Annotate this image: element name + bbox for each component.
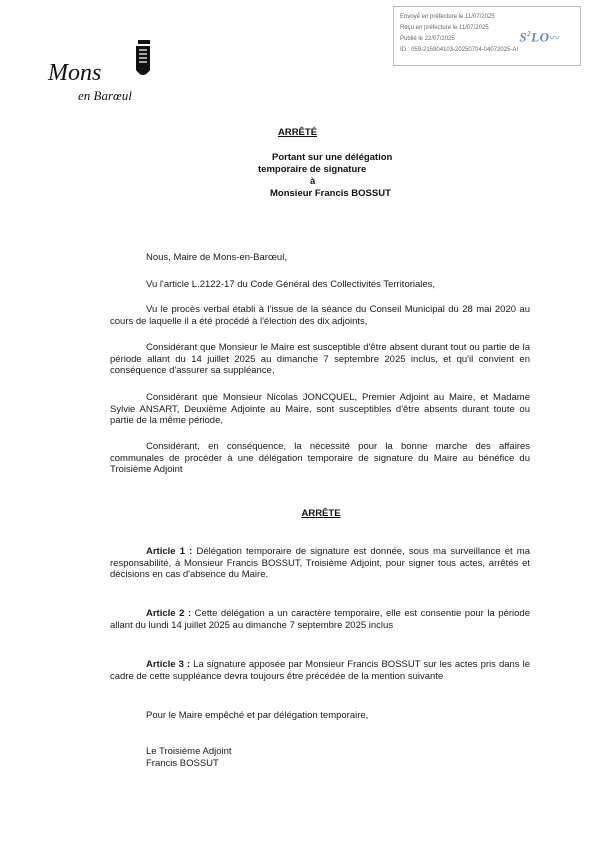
article-3-text: La signature apposée par Monsieur Francis BOSSUT sur les actes pris dans le cadre de cette suppléance devra toujours être précédée de la mention suivante: [110, 659, 530, 682]
intro-paragraph: Nous, Maire de Mons-en-Barœul,: [146, 252, 287, 263]
logo-sub: en Barœul: [78, 88, 132, 103]
vu-paragraph-1: Vu l'article L.2122-17 du Code Général des Collectivités Territoriales,: [146, 279, 436, 290]
prefecture-stamp: [393, 6, 581, 66]
decision-heading: ARRÊTE: [301, 508, 341, 519]
stamp-sent: Envoyé en préfecture le 11/07/2025: [400, 14, 495, 20]
subtitle-line2: temporaire de signature: [258, 164, 367, 175]
considering-paragraph-3: Considérant, en conséquence, la nécessité pour la bonne marche des affaires communales de procéder à une délégation temporaire de signature du Maire au bénéfice du Troisième Adjoint: [110, 441, 530, 475]
considering-paragraph-1: Considérant que Monsieur le Maire est susceptible d'être absent durant tout ou partie de la période allant du 14 juillet 2025 au dimanche 7 septembre 2025 inclus, et qu'il convient en conséquence d'assurer sa suppléance,: [110, 342, 530, 376]
article-2: [110, 608, 530, 631]
article-3-label: Article 3 :: [146, 659, 191, 670]
signatory-title: Le Troisième Adjoint: [146, 746, 232, 757]
considering-paragraph-2: Considérant que Monsieur Nicolas JONCQUEL, Premier Adjoint au Maire, et Madame Sylvie ANSART, Deuxième Adjointe au Maire, sont susceptibles d'être absents durant toute ou partie de la même période,: [110, 392, 530, 426]
logo-name: Mons: [48, 60, 102, 86]
article-1-label: Article 1 :: [146, 546, 193, 557]
s2lo-logo: $S^2LO$〰: [519, 29, 560, 45]
subtitle-line1: Portant sur une délégation: [272, 152, 393, 163]
article-2-text: Cette délégation a un caractère temporaire, elle est consentie pour la période allant du lundi 14 juillet 2025 au dimanche 7 septembre 2025 inclus: [110, 608, 531, 631]
stamp-published: Publié le 22/07/2025: [400, 36, 455, 42]
subtitle-line4: Monsieur Francis BOSSUT: [270, 188, 391, 199]
delegation-mention: Pour le Maire empêché et par délégation temporaire,: [146, 710, 369, 721]
signatory-name: Francis BOSSUT: [146, 758, 219, 769]
subtitle-line3: à: [310, 176, 316, 187]
article-2-label: Article 2 :: [146, 608, 192, 619]
stamp-id: ID : 059-215904103-20250704-04072025-AI: [400, 47, 519, 53]
article-1-text: Délégation temporaire de signature est donnée, sous ma surveillance et ma responsabilité, à Monsieur Francis BOSSUT, Troisième Adjoint, pour signer tous actes, arrêtés et décisions en cas d'absence du Maire.: [110, 546, 530, 580]
doc-title: ARRÊTÉ: [277, 127, 318, 138]
stamp-received: Reçu en préfecture le 11/07/2025: [400, 25, 489, 31]
article-1: [110, 546, 530, 581]
logo-emblem-icon: [134, 40, 152, 80]
vu-paragraph-2: Vu le procès verbal établi à l'issue de la séance du Conseil Municipal du 28 mai 2020 au cours de laquelle il a été procédé à l'élection des dix adjoints,: [110, 304, 530, 327]
mons-logo: [48, 40, 158, 110]
article-3: [110, 659, 530, 682]
